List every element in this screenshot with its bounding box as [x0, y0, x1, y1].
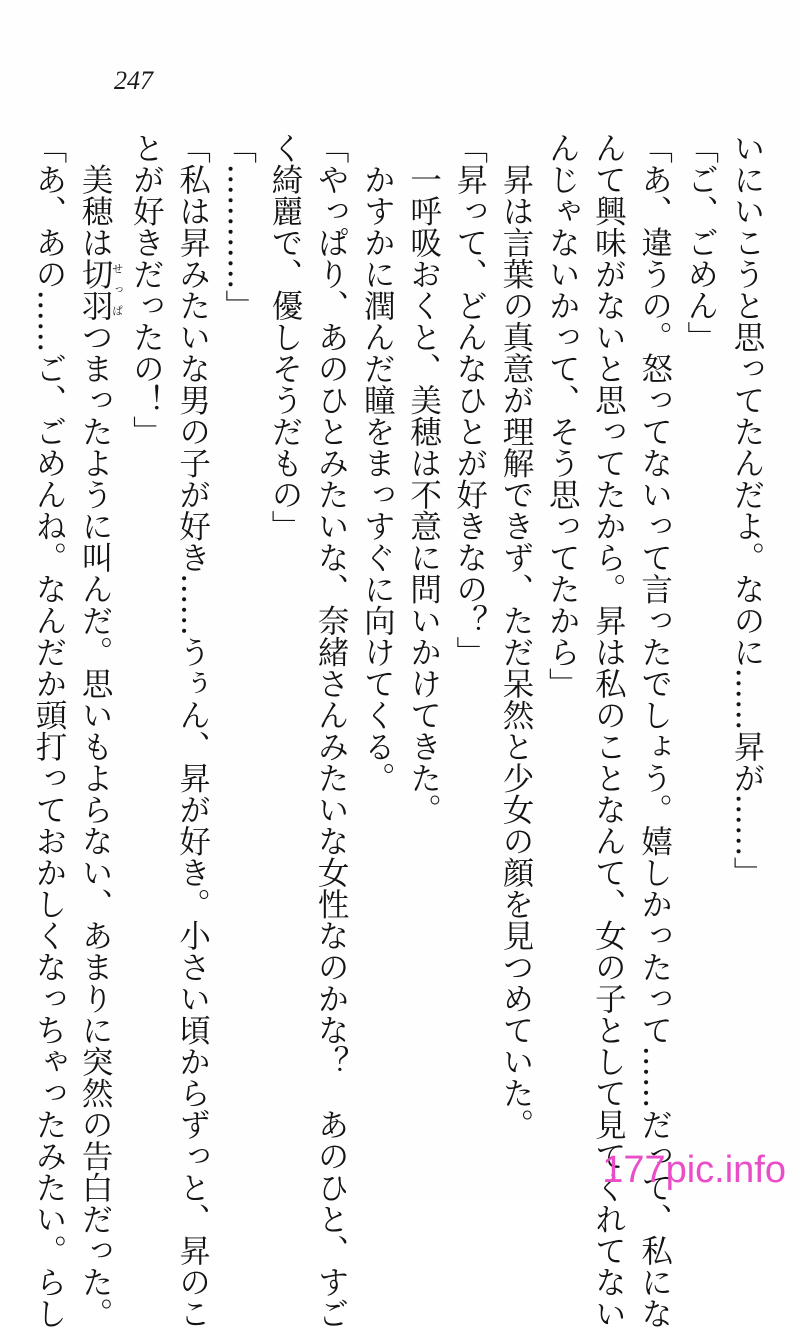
ruby-annotation: 切羽せっぱ — [77, 258, 124, 321]
text-line-15 — [72, 132, 124, 1329]
text-line-4: んて興味がないと思ってたから。昇は私のことなんて、女の子として見てくれてない — [590, 132, 627, 1329]
ruby-reading: せっぱ — [110, 258, 124, 321]
text-line-7: 「昇って、どんなひとが好きなの？」 — [451, 132, 488, 668]
text-line-14: とが好きだったの！」 — [128, 132, 165, 447]
text-line-3: 「あ、違うの。怒ってないって言ったでしょう。嬉しかったって……だって、私にな — [636, 132, 673, 1329]
site-watermark: 177pic.info — [602, 1149, 786, 1191]
text-line-16: 「あ、あの……ご、ごめんね。なんだか頭打っておかしくなっちゃったみたい。らし — [30, 132, 67, 1329]
text-line-8: 一呼吸おくと、美穂は不意に問いかけてきた。 — [405, 132, 442, 825]
text-line-9: かすかに潤んだ瞳をまっすぐに向けてくる。 — [359, 132, 396, 794]
text-line-12: 「…………」 — [220, 132, 257, 321]
text-line-1: いにいこうと思ってたんだよ。なのに……昇が……」 — [729, 132, 765, 888]
page-number: 247 — [114, 66, 153, 95]
ruby-line-content: 美穂は切羽せっぱつまったように叫んだ。思いもよらない、あまりに突然の告白だった。 — [77, 132, 124, 1329]
text-line-6: 昇は言葉の真意が理解できず、ただ呆然と少女の顔を見つめていた。 — [497, 132, 534, 1140]
text-line-10: 「やっぱり、あのひとみたいな、奈緒さんみたいな女性なのかな？ あのひと、すご — [313, 132, 350, 1329]
text-line-11: く綺麗で、優しそうだもの」 — [266, 132, 303, 542]
text-line-13: 「私は昇みたいな男の子が好き……うぅん、昇が好き。小さい頃からずっと、昇のこ — [174, 132, 211, 1329]
text-line-2: 「ご、ごめん」 — [682, 132, 719, 353]
text-line-5: んじゃないかって、そう思ってたから」 — [544, 132, 581, 699]
